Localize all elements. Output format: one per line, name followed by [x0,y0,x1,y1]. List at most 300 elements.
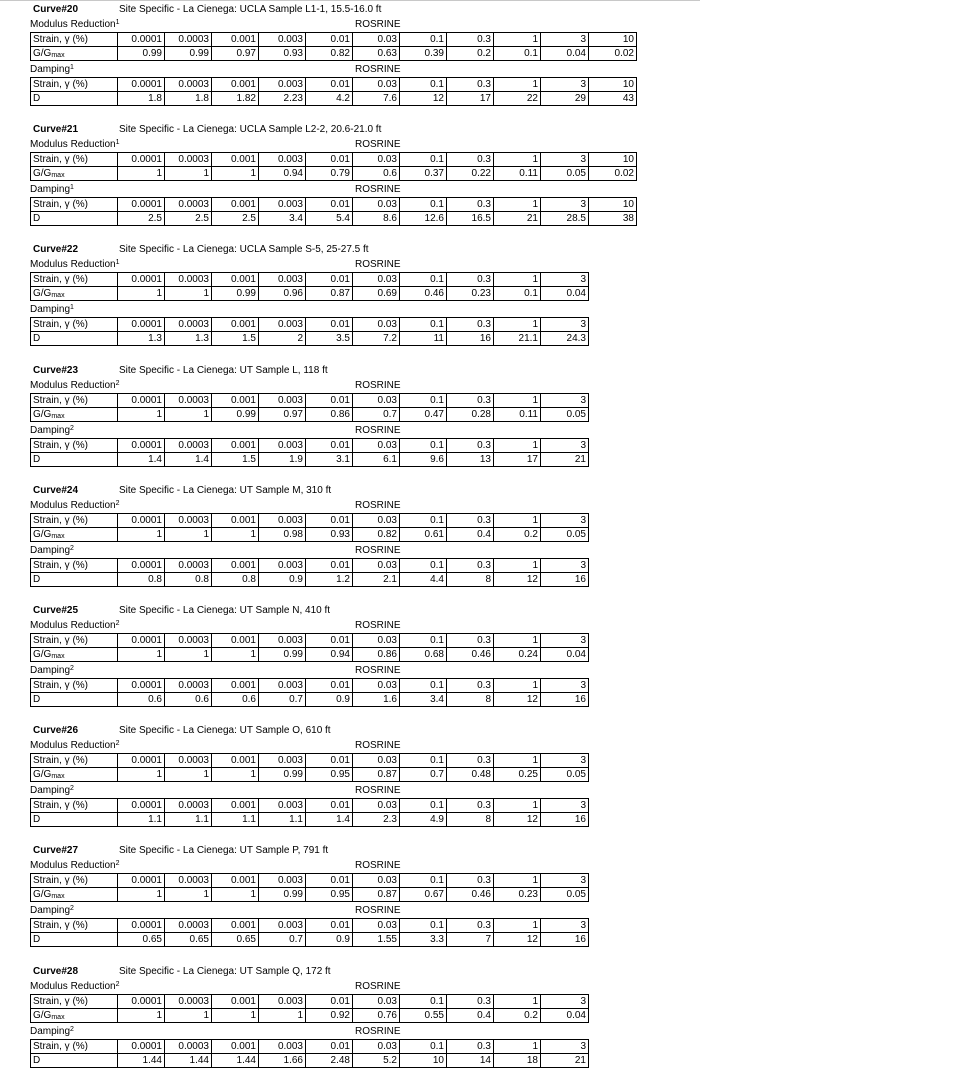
ggmax-cell: 0.61 [400,527,447,541]
strain-cell: 1 [494,513,541,527]
damping-d-label-text: D [33,453,41,465]
damping-cell: 5.2 [353,1053,400,1067]
table-row [31,318,589,332]
strain-cell: 0.0003 [165,438,212,452]
damping-cell: 1.5 [212,452,259,466]
strain-cell: 1 [494,799,541,813]
damping-row-label [31,452,118,466]
ggmax-cell: 1 [118,527,165,541]
ggmax-cell: 0.99 [259,768,306,782]
strain-cell: 0.001 [212,919,259,933]
ggmax-cell: 1 [118,648,165,662]
strain-cell: 3 [541,78,589,92]
strain-row-label [31,1039,118,1053]
ggmax-cell: 0.63 [353,47,400,61]
strain-cell: 0.03 [353,679,400,693]
ggmax-cell: 0.11 [494,167,541,181]
curve-description: Site Specific - La Cienega: UT Sample L, 118 ft [119,364,328,376]
damping-cell: 21 [494,212,541,226]
ggmax-row-label [31,648,118,662]
ggmax-cell: 0.46 [400,287,447,301]
damping-cell: 1.9 [259,452,306,466]
strain-label-text: Strain, γ (%) [33,920,89,932]
strain-cell: 0.3 [447,874,494,888]
curve-description: Site Specific - La Cienega: UCLA Sample L2-2, 20.6-21.0 ft [119,124,382,136]
strain-cell: 0.001 [212,558,259,572]
table-row [31,393,589,407]
strain-row-label [31,679,118,693]
strain-label-text: Strain, γ (%) [33,79,89,90]
damping-cell: 16 [541,693,589,707]
damping-source: ROSRINE [355,424,401,436]
damping-row-label [31,1053,118,1067]
strain-cell: 10 [589,78,637,92]
strain-cell: 0.01 [306,33,353,47]
strain-cell: 0.01 [306,558,353,572]
strain-cell: 0.003 [259,318,306,332]
modulus-section-label [30,738,120,753]
damping-cell: 16 [541,933,589,947]
modulus-table [30,753,589,782]
strain-row-label [31,198,118,212]
strain-cell: 0.03 [353,438,400,452]
ggmax-row-label [31,768,118,782]
strain-cell: 0.001 [212,1039,259,1053]
curve-description: Site Specific - La Cienega: UT Sample Q, 172 ft [119,965,331,977]
damping-cell: 3.4 [259,212,306,226]
strain-cell: 0.0001 [118,919,165,933]
damping-cell: 17 [447,92,494,106]
damping-cell: 8.6 [353,212,400,226]
damping-cell: 1.4 [306,813,353,827]
strain-cell: 0.1 [400,318,447,332]
strain-row-label [31,754,118,768]
modulus-table [30,633,589,662]
modulus-section-label [30,257,120,272]
ggmax-cell: 0.46 [447,648,494,662]
damping-cell: 0.6 [212,693,259,707]
strain-cell: 0.001 [212,153,259,167]
damping-cell: 17 [494,452,541,466]
strain-cell: 0.0003 [165,754,212,768]
strain-cell: 0.003 [259,994,306,1008]
modulus-label: Modulus Reduction [30,379,116,391]
strain-cell: 0.0003 [165,874,212,888]
table-row [31,634,589,648]
ggmax-cell: 0.2 [494,527,541,541]
strain-row-label [31,318,118,332]
ggmax-cell: 1 [212,167,259,181]
table-row [31,92,637,106]
modulus-source: ROSRINE [355,259,401,271]
ggmax-cell: 0.97 [212,47,259,61]
ggmax-label-subscript: max [51,893,65,901]
ggmax-cell: 0.04 [541,1008,589,1022]
ggmax-cell: 1 [165,167,212,181]
damping-table [30,678,589,707]
strain-cell: 0.003 [259,919,306,933]
damping-cell: 12 [494,813,541,827]
strain-cell: 3 [541,318,589,332]
strain-cell: 0.3 [447,33,494,47]
ggmax-cell: 0.11 [494,407,541,421]
ggmax-cell: 1 [165,527,212,541]
table-row [31,648,589,662]
strain-cell: 3 [541,513,589,527]
damping-section-label [30,663,74,678]
damping-source: ROSRINE [355,785,401,797]
damping-cell: 1.66 [259,1053,306,1067]
damping-cell: 5.4 [306,212,353,226]
modulus-label: Modulus Reduction [30,620,116,631]
strain-cell: 3 [541,994,589,1008]
table-row [31,919,589,933]
strain-cell: 0.0003 [165,273,212,287]
ggmax-label-text: G/G [33,769,52,781]
ggmax-cell: 0.7 [353,407,400,421]
table-row [31,33,637,47]
strain-cell: 0.001 [212,78,259,92]
ggmax-cell: 0.2 [494,1008,541,1022]
strain-cell: 1 [494,198,541,212]
strain-cell: 0.03 [353,273,400,287]
modulus-table [30,32,637,61]
modulus-section-label [30,378,120,393]
damping-source: ROSRINE [355,1025,401,1037]
damping-cell: 1.44 [118,1053,165,1067]
ggmax-cell: 0.39 [400,47,447,61]
strain-cell: 0.0001 [118,393,165,407]
modulus-footnote: 2 [115,379,120,387]
damping-cell: 2.5 [212,212,259,226]
strain-cell: 0.1 [400,919,447,933]
strain-cell: 0.003 [259,273,306,287]
damping-label: Damping [30,665,71,676]
ggmax-cell: 1 [165,1008,212,1022]
damping-table [30,798,589,827]
damping-cell: 0.9 [259,572,306,586]
modulus-table [30,873,589,902]
ggmax-cell: 0.24 [494,648,541,662]
strain-cell: 0.0001 [118,558,165,572]
curve-block [0,483,700,603]
modulus-footnote: 2 [115,499,120,507]
strain-cell: 0.1 [400,153,447,167]
ggmax-cell: 0.05 [541,167,589,181]
strain-cell: 0.1 [400,874,447,888]
damping-footnote: 1 [70,64,74,71]
damping-cell: 7.2 [353,332,400,346]
damping-cell: 22 [494,92,541,106]
damping-section-label [30,423,74,438]
strain-cell: 3 [541,919,589,933]
strain-cell: 0.1 [400,78,447,92]
damping-section-label [30,1024,74,1039]
strain-label-text: Strain, γ (%) [33,154,89,166]
strain-cell: 0.0003 [165,1039,212,1053]
ggmax-cell: 0.37 [400,167,447,181]
ggmax-cell: 0.28 [447,407,494,421]
strain-cell: 0.0003 [165,318,212,332]
ggmax-cell: 0.97 [259,407,306,421]
strain-cell: 0.0003 [165,393,212,407]
strain-cell: 0.03 [353,153,400,167]
modulus-table [30,272,589,301]
ggmax-cell: 1 [165,768,212,782]
strain-cell: 0.001 [212,198,259,212]
damping-cell: 2.23 [259,92,306,106]
strain-row-label [31,994,118,1008]
strain-cell: 0.1 [400,198,447,212]
strain-cell: 0.003 [259,558,306,572]
strain-cell: 0.003 [259,754,306,768]
modulus-footnote: 2 [115,980,120,988]
ggmax-cell: 0.6 [353,167,400,181]
modulus-source: ROSRINE [355,139,401,151]
strain-cell: 3 [541,558,589,572]
damping-d-label-text: D [33,694,41,705]
strain-cell: 0.03 [353,513,400,527]
strain-cell: 0.03 [353,634,400,648]
strain-row-label [31,33,118,47]
modulus-section-label [30,498,120,513]
ggmax-cell: 0.04 [541,287,589,301]
damping-cell: 1.1 [212,813,259,827]
modulus-source: ROSRINE [355,499,401,511]
strain-cell: 10 [589,198,637,212]
strain-cell: 0.01 [306,994,353,1008]
ggmax-cell: 0.04 [541,648,589,662]
modulus-table [30,513,589,542]
strain-cell: 0.0001 [118,634,165,648]
strain-cell: 0.3 [447,799,494,813]
modulus-source: ROSRINE [355,860,401,872]
strain-cell: 0.0003 [165,799,212,813]
strain-cell: 0.1 [400,438,447,452]
strain-label-text: Strain, γ (%) [33,394,89,406]
strain-cell: 0.0001 [118,153,165,167]
damping-d-label-text: D [33,93,41,104]
strain-cell: 0.0003 [165,153,212,167]
damping-cell: 0.7 [259,933,306,947]
damping-cell: 4.9 [400,813,447,827]
ggmax-cell: 1 [118,888,165,902]
strain-cell: 0.001 [212,994,259,1008]
damping-cell: 3.4 [400,693,447,707]
damping-cell: 2.1 [353,572,400,586]
ggmax-cell: 0.87 [306,287,353,301]
strain-cell: 0.3 [447,438,494,452]
modulus-label: Modulus Reduction [30,499,116,511]
table-row [31,407,589,421]
ggmax-cell: 0.93 [306,527,353,541]
strain-cell: 0.3 [447,78,494,92]
damping-source: ROSRINE [355,665,401,676]
modulus-footnote: 2 [115,620,120,627]
strain-cell: 0.003 [259,1039,306,1053]
damping-cell: 16 [541,813,589,827]
damping-cell: 3.3 [400,933,447,947]
table-row [31,287,589,301]
damping-cell: 0.8 [165,572,212,586]
strain-cell: 3 [541,1039,589,1053]
ggmax-row-label [31,527,118,541]
strain-cell: 0.01 [306,1039,353,1053]
strain-cell: 0.1 [400,273,447,287]
ggmax-cell: 0.87 [353,888,400,902]
modulus-footnote: 1 [115,259,120,267]
strain-cell: 0.0003 [165,679,212,693]
damping-cell: 1.3 [165,332,212,346]
strain-cell: 0.001 [212,273,259,287]
curve-id: Curve#28 [33,965,79,977]
damping-cell: 14 [447,1053,494,1067]
ggmax-row-label [31,888,118,902]
ggmax-row-label [31,167,118,181]
strain-cell: 0.0001 [118,78,165,92]
strain-cell: 0.03 [353,919,400,933]
ggmax-cell: 0.4 [447,527,494,541]
curve-description: Site Specific - La Cienega: UT Sample M, 310 ft [119,484,332,496]
strain-cell: 0.003 [259,634,306,648]
ggmax-cell: 0.98 [259,527,306,541]
damping-cell: 24.3 [541,332,589,346]
ggmax-cell: 0.95 [306,888,353,902]
strain-cell: 0.1 [400,754,447,768]
curve-block [0,122,700,242]
strain-cell: 0.01 [306,513,353,527]
damping-label: Damping [30,424,71,436]
strain-cell: 0.01 [306,438,353,452]
damping-row-label [31,933,118,947]
ggmax-label-text: G/G [33,528,52,540]
strain-cell: 0.3 [447,273,494,287]
damping-table [30,197,637,226]
damping-table [30,438,589,467]
damping-row-label [31,572,118,586]
damping-cell: 0.9 [306,693,353,707]
ggmax-cell: 0.02 [589,167,637,181]
strain-cell: 0.3 [447,754,494,768]
damping-cell: 11 [400,332,447,346]
curve-id: Curve#26 [33,725,79,737]
table-row [31,754,589,768]
damping-cell: 1.44 [165,1053,212,1067]
damping-cell: 12 [400,92,447,106]
strain-cell: 0.0001 [118,318,165,332]
damping-cell: 2.5 [118,212,165,226]
strain-cell: 3 [541,153,589,167]
strain-cell: 0.003 [259,153,306,167]
ggmax-cell: 0.92 [306,1008,353,1022]
ggmax-cell: 0.94 [306,648,353,662]
strain-cell: 0.001 [212,513,259,527]
strain-cell: 0.0001 [118,1039,165,1053]
strain-cell: 0.03 [353,78,400,92]
ggmax-cell: 0.1 [494,287,541,301]
damping-footnote: 2 [70,544,74,552]
strain-row-label [31,558,118,572]
damping-cell: 4.2 [306,92,353,106]
damping-label: Damping [30,544,71,556]
ggmax-label-text: G/G [33,649,52,660]
ggmax-cell: 0.96 [259,287,306,301]
strain-cell: 1 [494,679,541,693]
ggmax-label-subscript: max [51,52,65,59]
strain-cell: 10 [589,153,637,167]
ggmax-label-subscript: max [51,292,65,300]
ggmax-cell: 0.99 [212,287,259,301]
strain-cell: 0.3 [447,393,494,407]
strain-cell: 0.1 [400,799,447,813]
damping-row-label [31,212,118,226]
damping-cell: 1.5 [212,332,259,346]
strain-cell: 0.3 [447,634,494,648]
strain-cell: 0.03 [353,393,400,407]
damping-cell: 12.6 [400,212,447,226]
strain-cell: 1 [494,33,541,47]
damping-cell: 21.1 [494,332,541,346]
strain-cell: 0.03 [353,33,400,47]
damping-cell: 0.8 [212,572,259,586]
strain-cell: 0.001 [212,874,259,888]
ggmax-label-text: G/G [33,168,52,180]
modulus-footnote: 1 [115,139,120,147]
modulus-section-label [30,618,120,633]
table-row [31,167,637,181]
ggmax-cell: 0.04 [541,47,589,61]
damping-d-label-text: D [33,573,41,585]
strain-cell: 1 [494,754,541,768]
strain-row-label [31,273,118,287]
damping-d-label-text: D [33,333,41,345]
ggmax-cell: 0.2 [447,47,494,61]
ggmax-cell: 0.47 [400,407,447,421]
damping-cell: 1.1 [259,813,306,827]
table-row [31,153,637,167]
damping-d-label-text: D [33,1054,41,1066]
strain-cell: 0.0003 [165,634,212,648]
modulus-section-label [30,137,120,152]
table-row [31,768,589,782]
modulus-source: ROSRINE [355,980,401,992]
damping-cell: 1.2 [306,572,353,586]
strain-cell: 0.003 [259,438,306,452]
modulus-source: ROSRINE [355,379,401,391]
damping-cell: 21 [541,1053,589,1067]
damping-cell: 1.55 [353,933,400,947]
strain-cell: 1 [494,318,541,332]
strain-cell: 0.0001 [118,754,165,768]
damping-table [30,77,637,106]
strain-cell: 0.0001 [118,679,165,693]
damping-cell: 3.5 [306,332,353,346]
curve-block [0,723,700,843]
modulus-label: Modulus Reduction [30,740,116,752]
strain-cell: 0.0001 [118,438,165,452]
strain-label-text: Strain, γ (%) [33,319,89,331]
ggmax-cell: 1 [212,888,259,902]
modulus-label: Modulus Reduction [30,860,116,872]
ggmax-row-label [31,47,118,61]
table-row [31,452,589,466]
ggmax-cell: 0.99 [165,47,212,61]
strain-label-text: Strain, γ (%) [33,559,89,571]
strain-cell: 1 [494,273,541,287]
ggmax-cell: 0.55 [400,1008,447,1022]
strain-cell: 0.03 [353,994,400,1008]
curve-id: Curve#27 [33,845,79,857]
